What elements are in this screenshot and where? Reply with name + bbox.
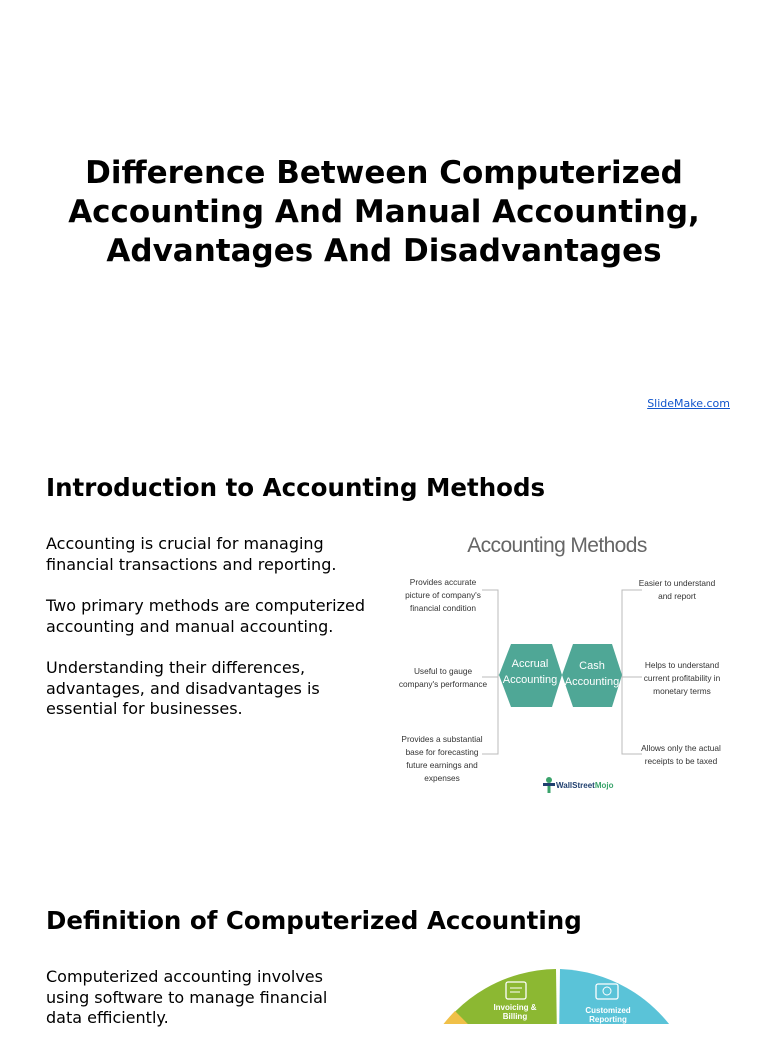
definition-heading: Definition of Computerized Accounting xyxy=(46,906,582,935)
wallstreetmojo-logo xyxy=(542,776,614,794)
right-bracket xyxy=(622,590,642,754)
right-note-1: Easier to understand and report xyxy=(638,578,716,601)
intro-bullet: Understanding their differences, advantages, and disadvantages is essential for businesses. xyxy=(46,658,320,718)
slidemake-link[interactable]: SlideMake.com xyxy=(647,397,730,410)
definition-bullet-list xyxy=(46,967,366,1050)
left-note-1: Provides accurate picture of company's financial condition xyxy=(405,577,481,613)
accrual-label: Accrual Accounting xyxy=(502,658,558,686)
accounting-methods-diagram xyxy=(392,530,732,800)
intro-bullet: Two primary methods are computerized accounting and manual accounting. xyxy=(46,596,365,636)
left-note-3: Provides a substantial base for forecasting future earnings and expenses xyxy=(401,734,483,783)
wallstreetmojo-logo-mark xyxy=(542,776,556,794)
intro-heading: Introduction to Accounting Methods xyxy=(46,473,546,502)
diagram-title: Accounting Methods xyxy=(467,534,647,557)
computerized-accounting-wheel xyxy=(415,965,705,1024)
wheel-graphic xyxy=(415,965,705,1024)
definition-bullet: Computerized accounting involves using software to manage financial data efficiently. xyxy=(46,967,328,1027)
logo-text-mojo: Mojo xyxy=(594,780,614,790)
title-slide xyxy=(0,0,768,430)
logo-text-wall: WallStreet xyxy=(556,780,595,790)
left-note-2: Useful to gauge company's performance xyxy=(398,666,488,689)
presentation-title: Difference Between Computerized Accounting And Manual Accounting, Advantages And Disadvantages xyxy=(68,155,700,269)
wheel-label-reporting: Customized Reporting xyxy=(585,1006,631,1024)
intro-bullet: Accounting is crucial for managing financial transactions and reporting. xyxy=(46,534,337,574)
intro-bullet-list xyxy=(46,534,381,741)
wheel-label-invoicing: Invoicing & Billing xyxy=(493,1003,537,1021)
right-note-3: Allows only the actual receipts to be taxed xyxy=(641,743,721,766)
cash-label: Cash Accounting xyxy=(564,660,620,688)
right-note-2: Helps to understand current profitability in monetary terms xyxy=(643,660,721,696)
